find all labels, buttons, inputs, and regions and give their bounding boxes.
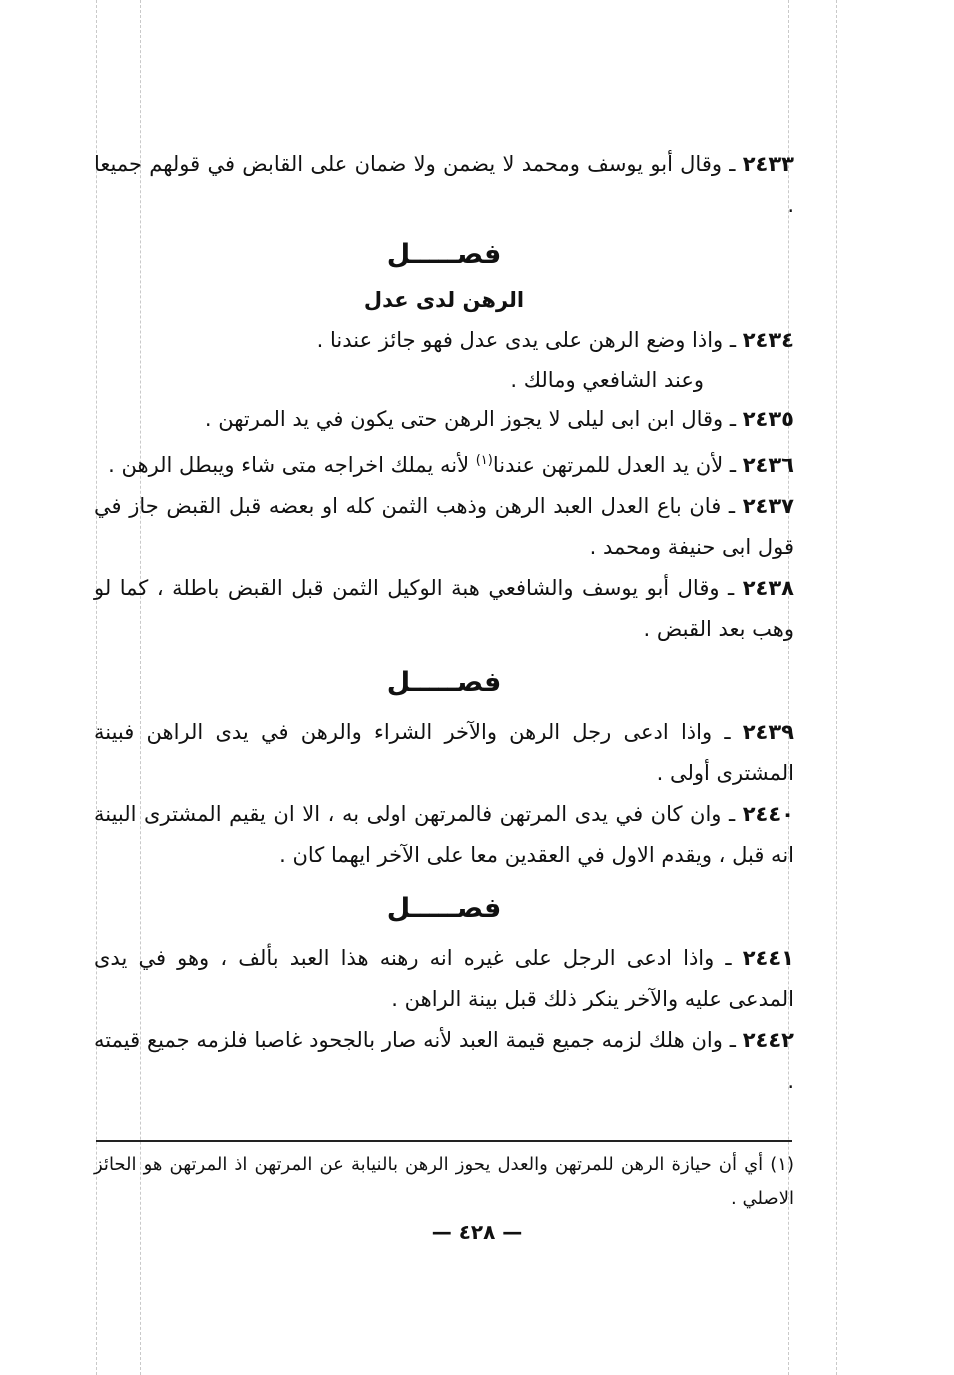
paragraph-2442: ٢٤٤٢ ـ وان هلك لزمه جميع قيمة العبد لأنه صار بالجحود غاصبا فلزمه جميع قيمته . — [94, 1028, 794, 1093]
page-number: — ٤٢٨ — — [431, 1220, 523, 1244]
section-heading-fasl-2: فصـــــل — [386, 667, 502, 698]
paragraph-2439: ٢٤٣٩ ـ واذا ادعى رجل الرهن والآخر الشراء والرهن في يدى الراهن فبينة المشترى أولى . — [94, 720, 794, 785]
paragraph-text: وان هلك لزمه جميع قيمة العبد لأنه صار بالجحود غاصبا فلزمه جميع قيمته . — [94, 1028, 794, 1093]
footnote-reference: (١) — [475, 453, 493, 468]
footnote-divider — [96, 1140, 792, 1142]
paragraph-2433: ٢٤٣٣ ـ وقال أبو يوسف ومحمد لا يضمن ولا ضمان على القابض في قولهم جميعا . — [94, 152, 794, 217]
paragraph-text: لأنه يملك اخراجه متى شاء ويبطل الرهن . — [108, 453, 476, 477]
paragraph-text: لأن يد العدل للمرتهن عندنا — [492, 453, 724, 477]
paragraph-text: واذا ادعى رجل الرهن والآخر الشراء والرهن في يدى الراهن فبينة المشترى أولى . — [94, 720, 794, 785]
paragraph-number: ٢٤٣٤ — [742, 328, 794, 352]
paragraph-text: واذا ادعى الرجل على غيره انه رهنه هذا العبد بألف ، وهو في يدى المدعى عليه والآخر ينكر ذلك قبل بينة الراهن . — [94, 946, 794, 1011]
paragraph-2435: ٢٤٣٥ ـ وقال ابن ابى ليلى لا يجوز الرهن حتى يكون في يد المرتهن . — [204, 407, 794, 431]
margin-guide-right-outer — [836, 0, 837, 1375]
paragraph-2434: ٢٤٣٤ ـ واذا وضع الرهن على يدى عدل فهو جائز عندنا . — [316, 328, 794, 352]
paragraph-2438: ٢٤٣٨ ـ وقال أبو يوسف والشافعي هبة الوكيل الثمن قبل القبض باطلة ، كما لو وهب بعد القبض . — [94, 576, 794, 641]
paragraph-text: وان كان في يدى المرتهن فالمرتهن اولى به ، الا ان يقيم المشترى البينة انه قبل ، ويقدم الاول في العقدين معا على الآخر ايهما كان . — [94, 802, 794, 867]
paragraph-number: ٢٤٣٨ — [742, 576, 794, 600]
footnote: (١) أي أن حيازة الرهن للمرتهن والعدل يحوز الرهن بالنيابة عن المرتهن اذ المرتهن هو الحائز الاصلي . — [94, 1154, 794, 1209]
section-heading-fasl-1: فصـــــل — [386, 239, 502, 270]
section-heading-fasl-3: فصـــــل — [386, 893, 502, 924]
paragraph-2441: ٢٤٤١ ـ واذا ادعى الرجل على غيره انه رهنه هذا العبد بألف ، وهو في يدى المدعى عليه والآخر ينكر ذلك قبل بينة الراهن . — [94, 946, 794, 1011]
paragraph-number: ٢٤٣٧ — [742, 494, 794, 518]
paragraph-number: ٢٤٤١ — [742, 946, 794, 970]
paragraph-number: ٢٤٤٠ — [742, 802, 794, 826]
paragraph-text: وعند الشافعي ومالك . — [510, 368, 704, 392]
section-subheading: الرهن لدى عدل — [363, 288, 525, 312]
paragraph-2437: ٢٤٣٧ ـ فان باع العدل العبد الرهن وذهب الثمن كله او بعضه قبل القبض جاز في قول ابى حنيفة ومحمد . — [94, 494, 794, 559]
paragraph-text: واذا وضع الرهن على يدى عدل فهو جائز عندنا . — [316, 328, 724, 352]
paragraph-2440: ٢٤٤٠ ـ وان كان في يدى المرتهن فالمرتهن اولى به ، الا ان يقيم المشترى البينة انه قبل ، ويقدم الاول في العقدين معا على الآخر ايهما كان . — [94, 802, 794, 867]
paragraph-number: ٢٤٣٣ — [742, 152, 794, 176]
paragraph-text: وقال أبو يوسف والشافعي هبة الوكيل الثمن قبل القبض باطلة ، كما لو وهب بعد القبض . — [94, 576, 794, 641]
paragraph-number: ٢٤٤٢ — [742, 1028, 794, 1052]
paragraph-number: ٢٤٣٥ — [742, 407, 794, 431]
main-text-column — [94, 144, 794, 1102]
paragraph-2436: ٢٤٣٦ ـ لأن يد العدل للمرتهن عندنا$^{(١)}$ لأنه يملك اخراجه متى شاء ويبطل الرهن . — [108, 453, 794, 477]
paragraph-text: فان باع العدل العبد الرهن وذهب الثمن كله او بعضه قبل القبض جاز في قول ابى حنيفة ومحمد . — [94, 494, 794, 559]
paragraph-number: ٢٤٣٩ — [742, 720, 794, 744]
paragraph-text: وقال أبو يوسف ومحمد لا يضمن ولا ضمان على القابض في قولهم جميعا . — [94, 152, 794, 217]
paragraph-continuation — [94, 361, 794, 399]
paragraph-text: وقال ابن ابى ليلى لا يجوز الرهن حتى يكون في يد المرتهن . — [204, 407, 724, 431]
paragraph-number: ٢٤٣٦ — [742, 453, 794, 477]
